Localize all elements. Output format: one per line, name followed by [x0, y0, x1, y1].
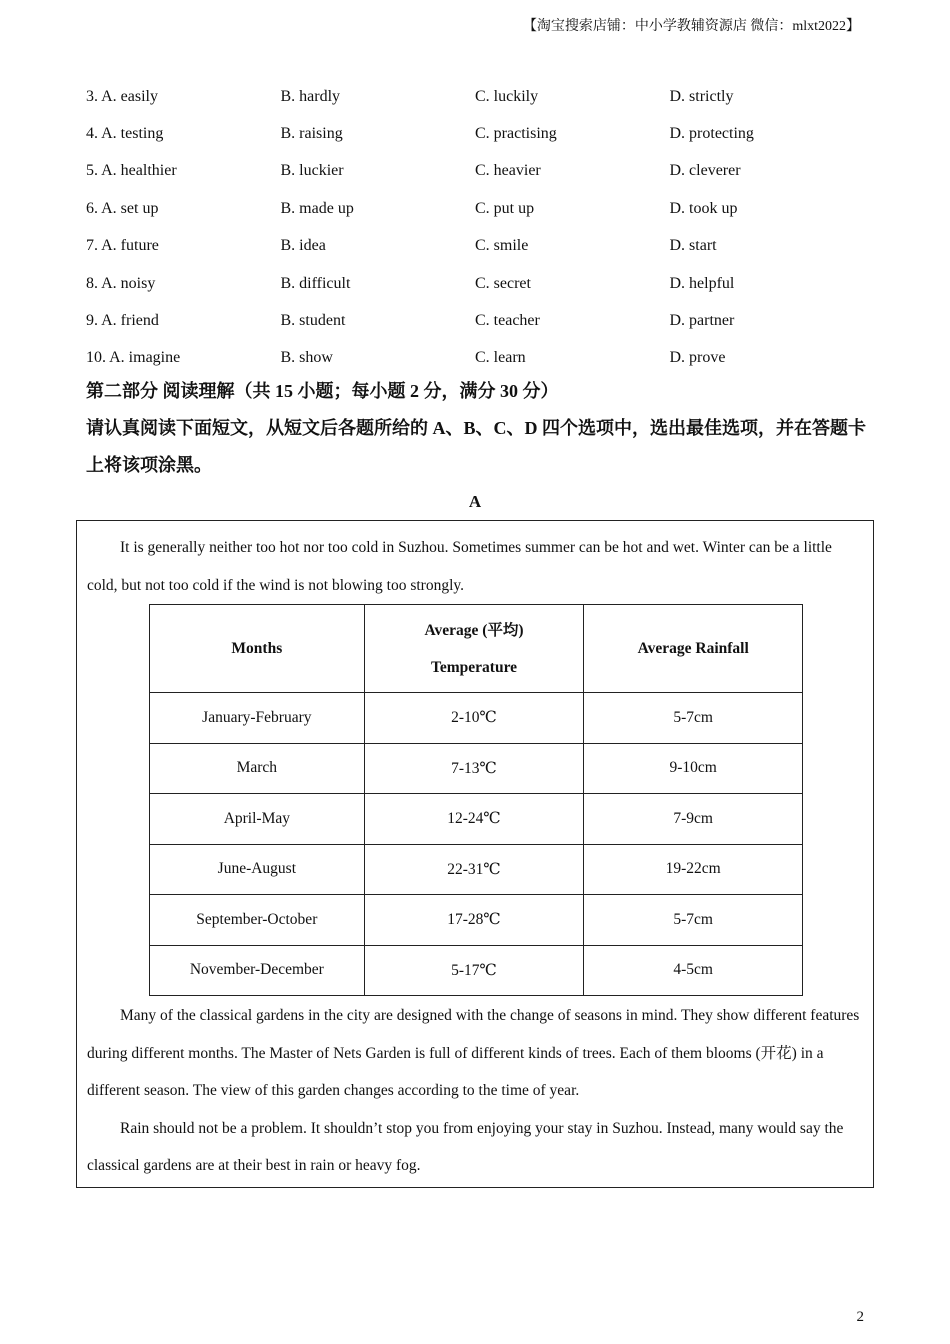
- section-instructions: 请认真阅读下面短文，从短文后各题所给的 A、B、C、D 四个选项中，选出最佳选项，并在答题卡上将该项涂黑。: [86, 418, 866, 475]
- table-row: [150, 743, 803, 794]
- cell-rainfall: 9-10cm: [584, 743, 803, 794]
- option-b: B. student: [280, 312, 346, 330]
- cell-months: June-August: [150, 844, 365, 895]
- option-row: [86, 78, 886, 115]
- option-c: C. teacher: [475, 312, 540, 330]
- option-row: [86, 115, 886, 152]
- table-row: [150, 895, 803, 946]
- option-c: C. heavier: [475, 162, 541, 180]
- table-row: [150, 794, 803, 845]
- cell-temperature: 5-17℃: [364, 945, 584, 996]
- option-b: B. idea: [280, 237, 326, 255]
- option-b: B. show: [280, 349, 333, 367]
- option-a: 9. A. friend: [86, 312, 159, 330]
- cell-months: September-October: [150, 895, 365, 946]
- answer-options-list: [86, 78, 886, 377]
- option-a: 5. A. healthier: [86, 162, 177, 180]
- header-temperature-line2: Temperature: [430, 658, 518, 676]
- option-a: 3. A. easily: [86, 87, 158, 105]
- option-d: D. protecting: [669, 125, 754, 143]
- passage-box: [76, 520, 874, 1188]
- option-c: C. secret: [475, 274, 531, 292]
- option-c: C. put up: [475, 199, 535, 217]
- table-row: [150, 693, 803, 744]
- header-temperature: [364, 605, 584, 693]
- option-d: D. partner: [669, 312, 735, 330]
- cell-rainfall: 4-5cm: [584, 945, 803, 996]
- option-b: B. luckier: [280, 162, 344, 180]
- option-row: [86, 228, 886, 265]
- option-d: D. took up: [669, 199, 738, 217]
- option-d: D. helpful: [669, 274, 735, 292]
- header-rainfall: Average Rainfall: [584, 605, 803, 693]
- cell-months: April-May: [150, 794, 365, 845]
- option-b: B. made up: [280, 199, 354, 217]
- option-c: C. practising: [475, 125, 557, 143]
- option-b: B. raising: [280, 125, 343, 143]
- option-c: C. smile: [475, 237, 529, 255]
- option-a: 10. A. imagine: [86, 349, 181, 367]
- option-a: 8. A. noisy: [86, 274, 156, 292]
- cell-temperature: 22-31℃: [364, 844, 584, 895]
- option-d: D. prove: [669, 349, 726, 367]
- cell-temperature: 17-28℃: [364, 895, 584, 946]
- section-title: 第二部分 阅读理解（共 15 小题；每小题 2 分，满分 30 分）: [86, 381, 559, 401]
- option-row: [86, 153, 886, 190]
- option-b: B. hardly: [280, 87, 341, 105]
- passage-paragraph-2: Many of the classical gardens in the city are designed with the change of seasons in mind. They show different features during different months. The Master of Nets Garden is full of different kinds of trees. Each of them blooms (开花) in a different season. The view of this garden changes according to the time of year.: [87, 1007, 860, 1099]
- passage-letter: A: [468, 492, 482, 511]
- cell-rainfall: 5-7cm: [584, 895, 803, 946]
- cell-months: March: [150, 743, 365, 794]
- cell-temperature: 2-10℃: [364, 693, 584, 744]
- cell-rainfall: 19-22cm: [584, 844, 803, 895]
- option-row: [86, 340, 886, 377]
- option-d: D. cleverer: [669, 162, 741, 180]
- climate-table: [149, 604, 803, 996]
- option-row: [86, 302, 886, 339]
- passage-paragraph-3: Rain should not be a problem. It shouldn’t stop you from enjoying your stay in Suzhou. Instead, many would say the classical gardens are at their best in rain or heavy fog.: [87, 1119, 844, 1174]
- shop-header-note: 【淘宝搜索店铺：中小学教辅资源店 微信：mlxt2022】: [522, 19, 860, 34]
- option-a: 7. A. future: [86, 237, 159, 255]
- option-row: [86, 265, 886, 302]
- cell-rainfall: 7-9cm: [584, 794, 803, 845]
- option-d: D. strictly: [669, 87, 734, 105]
- cell-months: November-December: [150, 945, 365, 996]
- cell-rainfall: 5-7cm: [584, 693, 803, 744]
- option-c: C. learn: [475, 349, 526, 367]
- header-months: Months: [150, 605, 365, 693]
- cell-temperature: 7-13℃: [364, 743, 584, 794]
- cell-months: January-February: [150, 693, 365, 744]
- option-a: 4. A. testing: [86, 125, 164, 143]
- table-header-row: [150, 605, 803, 693]
- option-c: C. luckily: [475, 87, 539, 105]
- option-row: [86, 190, 886, 227]
- table-row: [150, 844, 803, 895]
- passage-intro: It is generally neither too hot nor too cold in Suzhou. Sometimes summer can be hot and wet. Winter can be a little cold, but not too cold if the wind is not blowing too strongly.: [87, 539, 832, 594]
- page-number: 2: [856, 1309, 864, 1325]
- cell-temperature: 12-24℃: [364, 794, 584, 845]
- option-a: 6. A. set up: [86, 199, 159, 217]
- table-row: [150, 945, 803, 996]
- option-b: B. difficult: [280, 274, 351, 292]
- option-d: D. start: [669, 237, 717, 255]
- header-temperature-line1: Average (平均): [424, 621, 524, 639]
